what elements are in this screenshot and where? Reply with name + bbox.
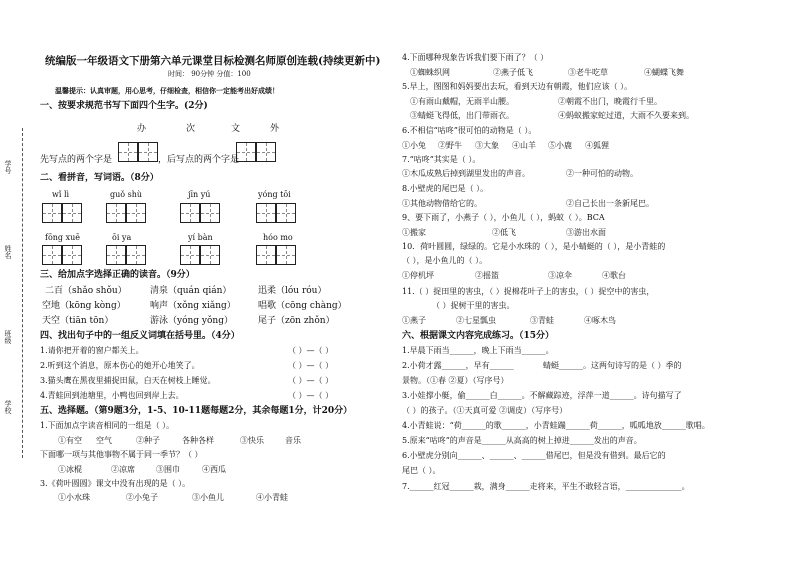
fill-6b[interactable]: 尾巴（ ）。 (402, 466, 441, 475)
option[interactable]: ③游出水面 (566, 228, 606, 237)
question-5: 5.早上，图图和妈妈要出去玩，看到天边有朝霞，他们应该（ ）。 (402, 82, 633, 91)
antonym-item: 2.听到这个消息，原本伤心的她开心地笑了。 (40, 361, 200, 370)
antonym-blank[interactable]: （ ）—（ ） (288, 361, 334, 370)
option[interactable]: ②朝霞不出门，晚霞行千里。 (558, 97, 662, 106)
section-3-title: 三、给加点字选择正确的读音。（9分） (40, 270, 195, 280)
pinyin: fōng xuē (45, 233, 80, 242)
option[interactable]: ①其他动物借给它的。 (402, 199, 482, 208)
option[interactable]: ④山羊 (512, 141, 536, 150)
reading-choice[interactable]: 唱歌（cōng chàng） (258, 301, 347, 311)
writing-box[interactable] (256, 203, 276, 223)
fill-3a[interactable]: 3.小娃撑小艇，偷______白______。不解藏踪迹，浮萍一道______。诗句描写了 (402, 391, 682, 400)
page-title: 统编版一年级语文下册第六单元课堂目标检测名师原创连载(持续更新中) (45, 55, 381, 67)
option[interactable]: ④歌台 (602, 271, 626, 280)
writing-box[interactable] (180, 245, 200, 265)
option[interactable]: ②种子 (136, 436, 160, 445)
question-4: 4.下面哪种现象告诉我们要下雨了？（ ） (402, 53, 549, 62)
writing-box[interactable] (106, 203, 126, 223)
option[interactable]: ④啄木鸟 (584, 316, 616, 325)
pinyin: yóng tōi (258, 190, 291, 199)
antonym-item: 3.猫头鹰在黑夜里捕捉田鼠，白天在树枝上睡觉。 (40, 376, 216, 385)
section-4-title: 四、找出句子中的一组反义词填在括号里。（4分） (40, 331, 240, 341)
option[interactable]: ②自己长出一条新尾巴。 (566, 199, 654, 208)
antonym-blank[interactable]: （ ）—（ ） (288, 376, 334, 385)
section-5-title: 五、选择题。（第9题3分，1-5、10-11题每题2分，其余每题1分，计20分） (40, 406, 353, 416)
pinyin: jīn yú (188, 190, 211, 199)
option[interactable]: ②凉席 (111, 465, 135, 474)
antonym-item: 1.请你把开着的窗户都关上。 (40, 346, 144, 355)
question-2: 下面哪一项与其他事物不属于同一季节？（ ） (40, 450, 203, 459)
fill-1[interactable]: 1.早晨下雨当______，晚上下雨当______。 (402, 346, 554, 355)
option[interactable]: ④蝴蝶飞舞 (644, 68, 684, 77)
option[interactable]: 音乐 (285, 436, 301, 445)
writing-box[interactable] (276, 245, 296, 265)
reading-choice[interactable]: 天空（tiān tōn） (42, 316, 114, 326)
option[interactable]: ①冰棍 (58, 465, 82, 474)
option[interactable]: ③凉伞 (548, 271, 572, 280)
antonym-blank[interactable]: （ ）—（ ） (288, 391, 334, 400)
fill-7[interactable]: 7.______红冠______栽，满身______走将来，平生不敢轻言语，______________。 (402, 482, 690, 491)
writing-box[interactable] (62, 203, 82, 223)
writing-box[interactable] (42, 203, 62, 223)
writing-box[interactable] (180, 203, 200, 223)
exam-tip: 温馨提示：认真审题，用心思考，仔细检查，相信你一定能考出好成绩！ (55, 86, 279, 95)
pinyin: wǐ lì (52, 190, 70, 199)
option[interactable]: ④西瓜 (202, 465, 226, 474)
option[interactable]: ②摇篮 (475, 271, 499, 280)
exam-meta: 时间： 90分钟 分值：100 (168, 70, 251, 78)
question-9: 9、要下雨了，小燕子（ ），小鱼儿（ ），蚂蚁（ ）。BCA (402, 213, 605, 222)
fill-5[interactable]: 5.原来“咕咚”的声音是______从高高的树上掉进______发出的声音。 (402, 436, 642, 445)
fill-4[interactable]: 4.小青蛙说：“荷______的歌______，小青蛙蹦______荷______，呱呱地放______歌唱。 (402, 421, 710, 430)
option[interactable]: ①木瓜成熟后掉到湖里发出的声音。 (402, 169, 530, 178)
reading-choice[interactable]: 迅柔（lóu róu） (258, 286, 327, 296)
writing-box[interactable] (106, 245, 126, 265)
char-ban: 办 (137, 124, 147, 134)
writing-box[interactable] (62, 245, 82, 265)
char-ci: 次 (186, 124, 196, 134)
question-10: 10．荷叶圆圆，绿绿的。它是小水珠的（ ），是小蜻蜓的（ ），是小青蛙的 (402, 242, 666, 251)
reading-choice[interactable]: 响声（xǒng xiǎng） (150, 301, 236, 311)
s1-text-b: ，后写点的两个字是 (158, 155, 240, 165)
question-8: 8.小壁虎的尾巴是（ ）。 (402, 184, 489, 193)
question-1: 1.下面加点字读音相同的一组是（ ）。 (40, 421, 175, 430)
option[interactable]: ④小青蛙 (256, 493, 288, 502)
s1-text-a: 先写点的两个字是 (40, 155, 113, 165)
reading-choice[interactable]: 二百（shǎo shǒu） (45, 286, 127, 296)
option[interactable]: ②小兔子 (126, 493, 158, 502)
writing-box[interactable] (126, 203, 146, 223)
question-6: 6.不相信“咕咚”很可怕的动物是（ ）。 (402, 126, 537, 135)
option[interactable]: ②野牛 (438, 141, 462, 150)
option[interactable]: ③小鱼儿 (192, 493, 224, 502)
pinyin: yí bàn (188, 233, 213, 242)
question-11-cont: （ ）捉树干里的害虫。 (432, 301, 515, 310)
option[interactable]: ③快乐 (240, 436, 264, 445)
option[interactable]: ③青蛙 (530, 316, 554, 325)
writing-box[interactable] (200, 203, 220, 223)
option[interactable]: ②燕子低飞 (493, 68, 533, 77)
writing-box[interactable] (126, 245, 146, 265)
question-7: 7.“咕咚”其实是（ ）。 (402, 155, 481, 164)
writing-box[interactable] (200, 245, 220, 265)
option[interactable]: ②七星瓢虫 (456, 316, 496, 325)
antonym-blank[interactable]: （ ）—（ ） (288, 346, 334, 355)
section-2-title: 二、看拼音，写词语。（8分） (40, 173, 159, 183)
question-11: 11.（ ）捉田里的害虫，（ ）捉棉花叶子上的害虫，（ ）捉空中的害虫， (402, 287, 655, 296)
reading-choice[interactable]: 尾子（zōn zhǒn） (258, 316, 335, 326)
fill-2b[interactable]: 蜻蜓______。这两句诗写的是（ ）季的 (543, 361, 682, 370)
option[interactable]: 空气 (96, 436, 112, 445)
section-6-title: 六、根据课文内容完成练习。（15分） (402, 331, 555, 341)
binding-label-school: 学校 (4, 400, 12, 414)
binding-line (22, 128, 23, 458)
binding-label-name: 姓名 (4, 245, 12, 259)
fill-3b[interactable]: （ ）的孩子。（①天真可爱 ②调皮）（写序号） (402, 406, 568, 415)
pinyin: hóo mo (263, 233, 293, 242)
option[interactable]: ⑤小鹿 (548, 141, 572, 150)
writing-box[interactable] (42, 245, 62, 265)
char-wai: 外 (270, 124, 280, 134)
question-3: 3.《荷叶圆圆》课文中没有出现的是（ ）。 (40, 479, 191, 488)
option[interactable]: ①小兔 (402, 141, 426, 150)
option[interactable]: ③围巾 (156, 465, 180, 474)
writing-box[interactable] (118, 142, 138, 162)
char-wen: 文 (231, 124, 241, 134)
option[interactable]: ③老牛吃草 (568, 68, 608, 77)
option[interactable]: ②低飞 (492, 228, 516, 237)
option[interactable]: ③大象 (475, 141, 499, 150)
option[interactable]: ④狐狸 (585, 141, 609, 150)
reading-choice[interactable]: 清泉（quán qián） (150, 286, 232, 296)
fill-2c: 景物。（①春 ②夏）（写序号） (402, 376, 509, 385)
option[interactable]: ①小水珠 (58, 493, 90, 502)
writing-box[interactable] (138, 142, 158, 162)
fill-6a[interactable]: 6.小壁虎分别向______、______、______借尾巴，但是没有借到。最后它的 (402, 451, 666, 460)
antonym-item: 4.青蛙回到池塘里，小鸭也回到岸上去。 (40, 391, 184, 400)
option[interactable]: ①搬家 (402, 228, 426, 237)
option[interactable]: ②一种可怕的动物。 (566, 169, 638, 178)
option[interactable]: ④蚂蚁搬家蛇过道，大雨不久要来到。 (558, 111, 694, 120)
pinyin: ōi ya (112, 233, 132, 242)
reading-choice[interactable]: 空地（kōng kòng） (42, 301, 126, 311)
option[interactable]: 各种各样 (182, 436, 214, 445)
writing-box[interactable] (256, 142, 276, 162)
writing-box[interactable] (256, 245, 276, 265)
option[interactable]: ①停机坪 (402, 271, 434, 280)
writing-box[interactable] (276, 203, 296, 223)
option[interactable]: ③蜻蜓飞得低，出门带雨衣。 (410, 111, 514, 120)
option[interactable]: ①有空 (58, 436, 82, 445)
option[interactable]: ①燕子 (402, 316, 426, 325)
fill-2a[interactable]: 2.小荷才露______，早有______ (402, 361, 514, 370)
option[interactable]: ①有雨山戴帽，无雨半山腰。 (410, 97, 514, 106)
binding-label-id: 学号 (4, 160, 12, 174)
reading-choice[interactable]: 游泳（yóng yǒng） (150, 316, 233, 326)
binding-label-class: 班级 (4, 330, 12, 344)
question-10-cont: （ ），是小鱼儿的（ ）。 (402, 256, 488, 265)
section-1-title: 一、按要求规范书写下面四个生字。(2分) (40, 101, 208, 111)
pinyin: guǒ shù (110, 190, 143, 199)
option[interactable]: ①蜘蛛织网 (410, 68, 450, 77)
